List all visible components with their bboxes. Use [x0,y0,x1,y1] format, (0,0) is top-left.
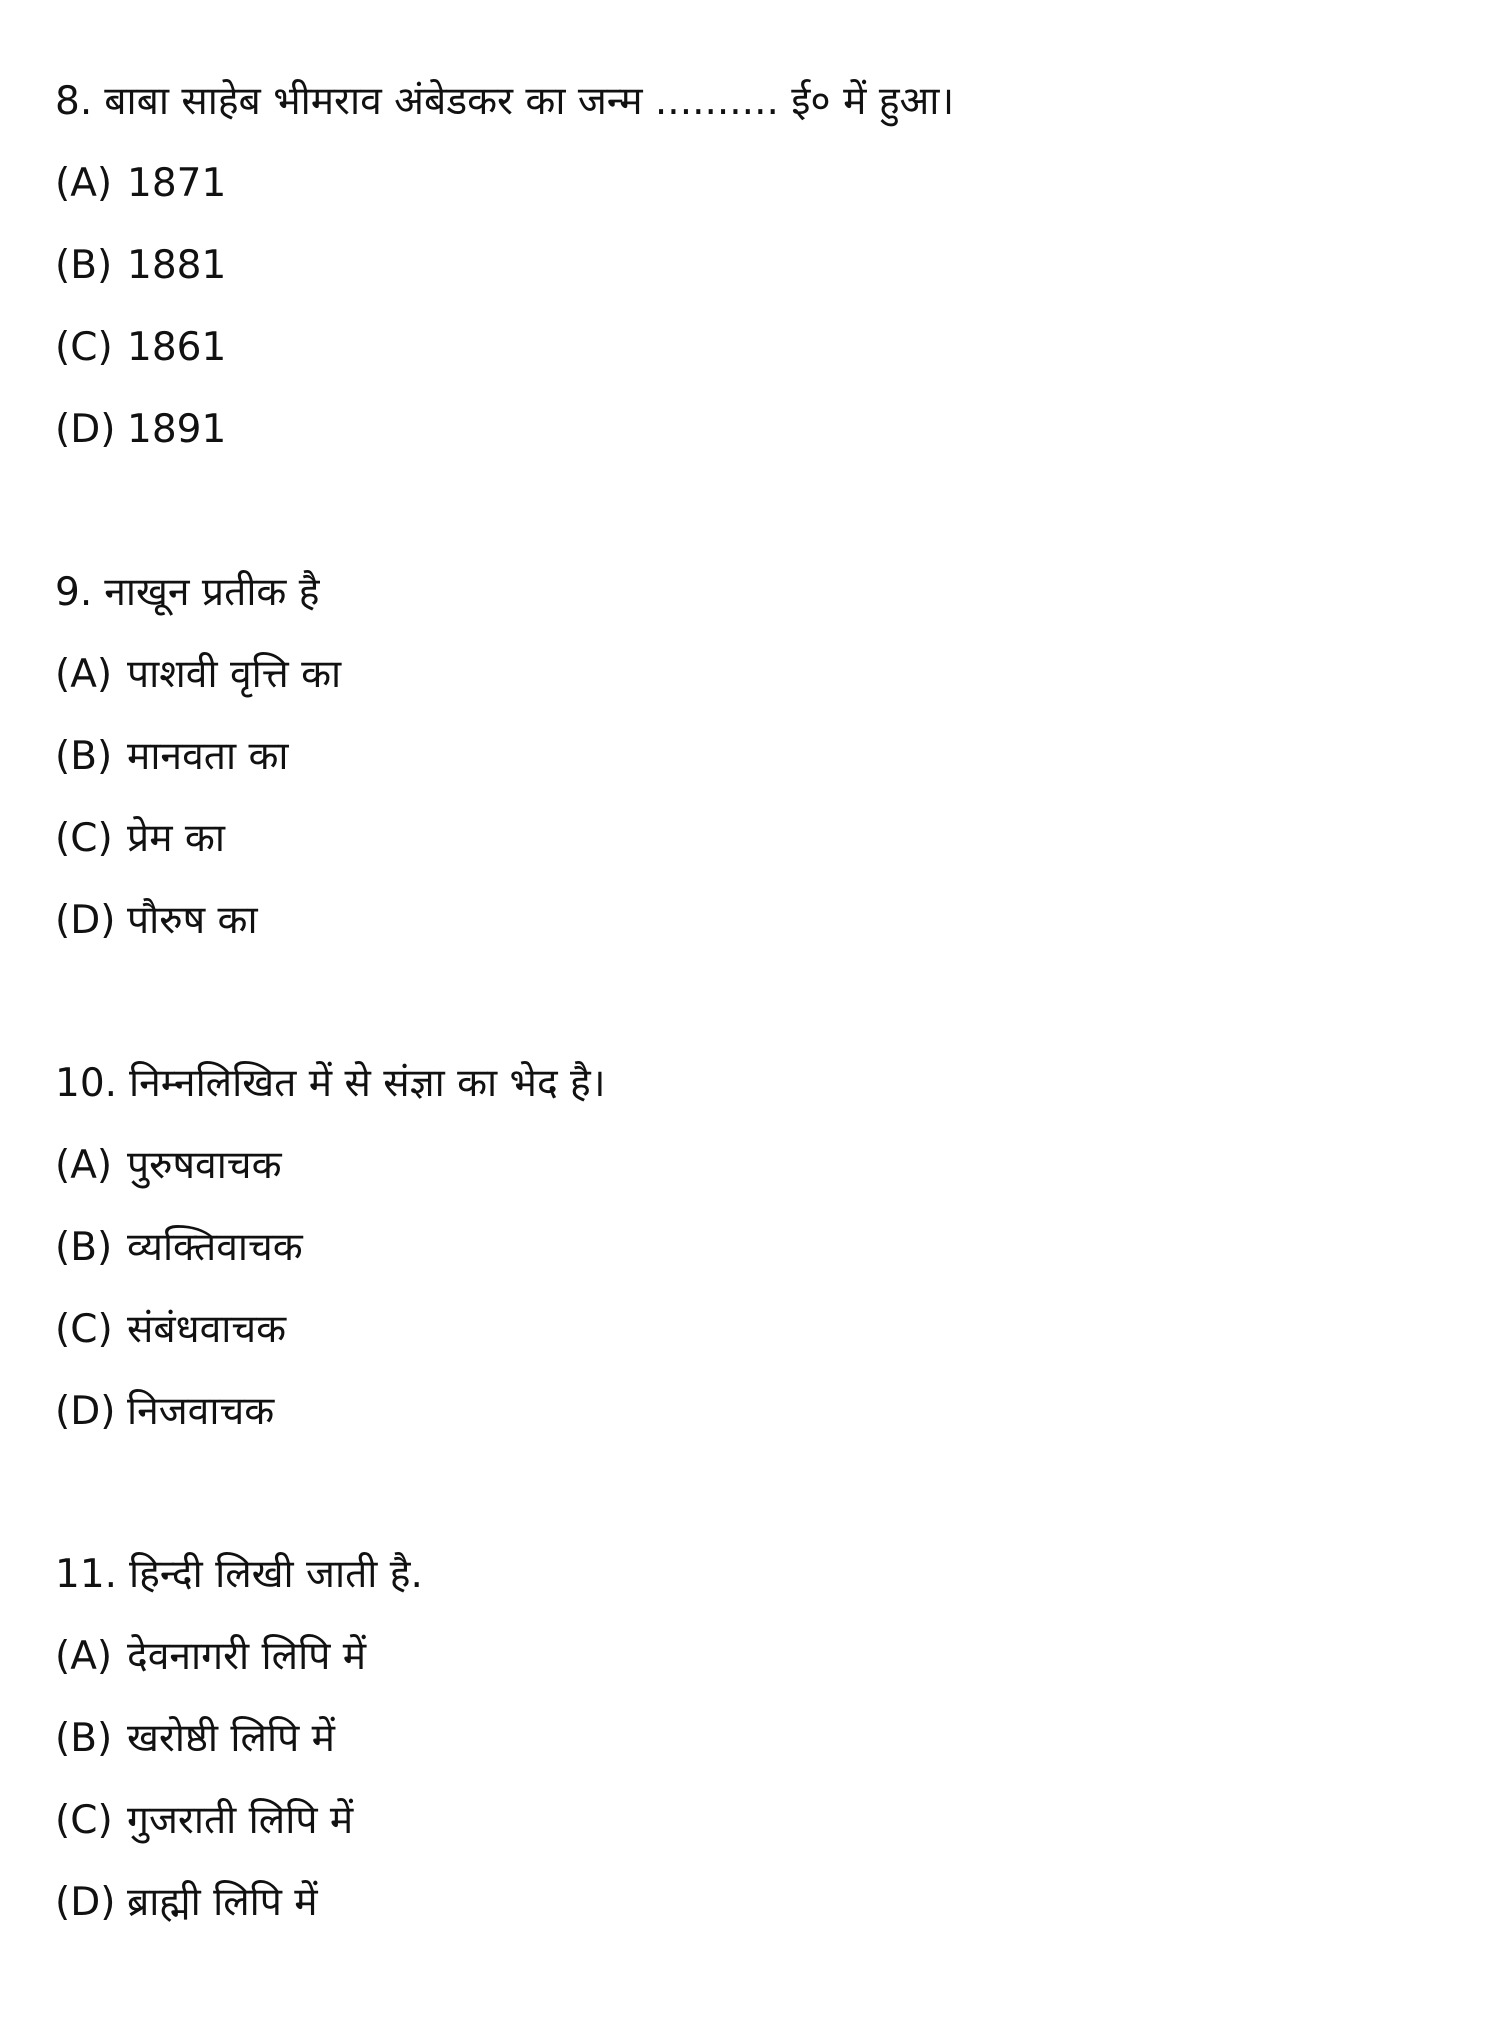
option-b [55,1709,1455,1791]
option-b [55,1218,1455,1300]
option-c [55,809,1455,891]
option-label: (B) [55,243,113,288]
option-label: (D) [55,1389,116,1434]
option-d [55,891,1455,973]
option-text: 1871 [127,161,227,206]
option-label: (A) [55,1634,113,1679]
option-b [55,727,1455,809]
option-label: (A) [55,161,113,206]
option-label: (C) [55,1307,113,1352]
option-d [55,400,1455,482]
option-text: निजवाचक [127,1389,275,1434]
option-text: पौरुष का [127,898,258,943]
option-label: (B) [55,1225,113,1270]
option-a [55,1627,1455,1709]
option-d [55,1382,1455,1464]
question-number: 9. [55,570,93,615]
option-text: व्यक्तिवाचक [127,1225,303,1270]
option-a [55,645,1455,727]
option-c [55,1300,1455,1382]
option-label: (A) [55,1143,113,1188]
option-text: पुरुषवाचक [127,1143,282,1188]
question-11 [55,1545,1455,1955]
option-label: (D) [55,407,116,452]
option-text: 1881 [127,243,227,288]
question-text: निम्नलिखित में से संज्ञा का भेद है। [129,1061,606,1106]
question-stem [55,1054,1455,1136]
option-label: (B) [55,1716,113,1761]
question-text: हिन्दी लिखी जाती है. [129,1552,423,1597]
question-number: 8. [55,79,93,124]
option-text: ब्राह्मी लिपि में [127,1880,318,1925]
option-text: संबंधवाचक [127,1307,287,1352]
option-text: प्रेम का [127,816,225,861]
question-stem [55,563,1455,645]
question-number: 11. [55,1552,118,1597]
option-label: (C) [55,816,113,861]
option-label: (D) [55,1880,116,1925]
option-a [55,1136,1455,1218]
option-label: (B) [55,734,113,779]
question-text: नाखून प्रतीक है [104,570,320,615]
question-number: 10. [55,1061,118,1106]
question-8 [55,72,1455,482]
question-9 [55,563,1455,973]
option-text: 1861 [127,325,227,370]
question-text: बाबा साहेब भीमराव अंबेडकर का जन्म .......... ई० में हुआ। [104,79,955,124]
question-10 [55,1054,1455,1464]
option-label: (D) [55,898,116,943]
option-text: गुजराती लिपि में [127,1798,354,1843]
option-text: खरोष्ठी लिपि में [127,1716,335,1761]
option-text: 1891 [127,407,227,452]
question-stem [55,72,1455,154]
option-c [55,1791,1455,1873]
option-label: (A) [55,652,113,697]
option-text: पाशवी वृत्ति का [127,652,342,697]
question-stem [55,1545,1455,1627]
option-label: (C) [55,325,113,370]
option-d [55,1873,1455,1955]
option-text: देवनागरी लिपि में [127,1634,367,1679]
option-label: (C) [55,1798,113,1843]
option-b [55,236,1455,318]
option-text: मानवता का [127,734,289,779]
option-a [55,154,1455,236]
option-c [55,318,1455,400]
